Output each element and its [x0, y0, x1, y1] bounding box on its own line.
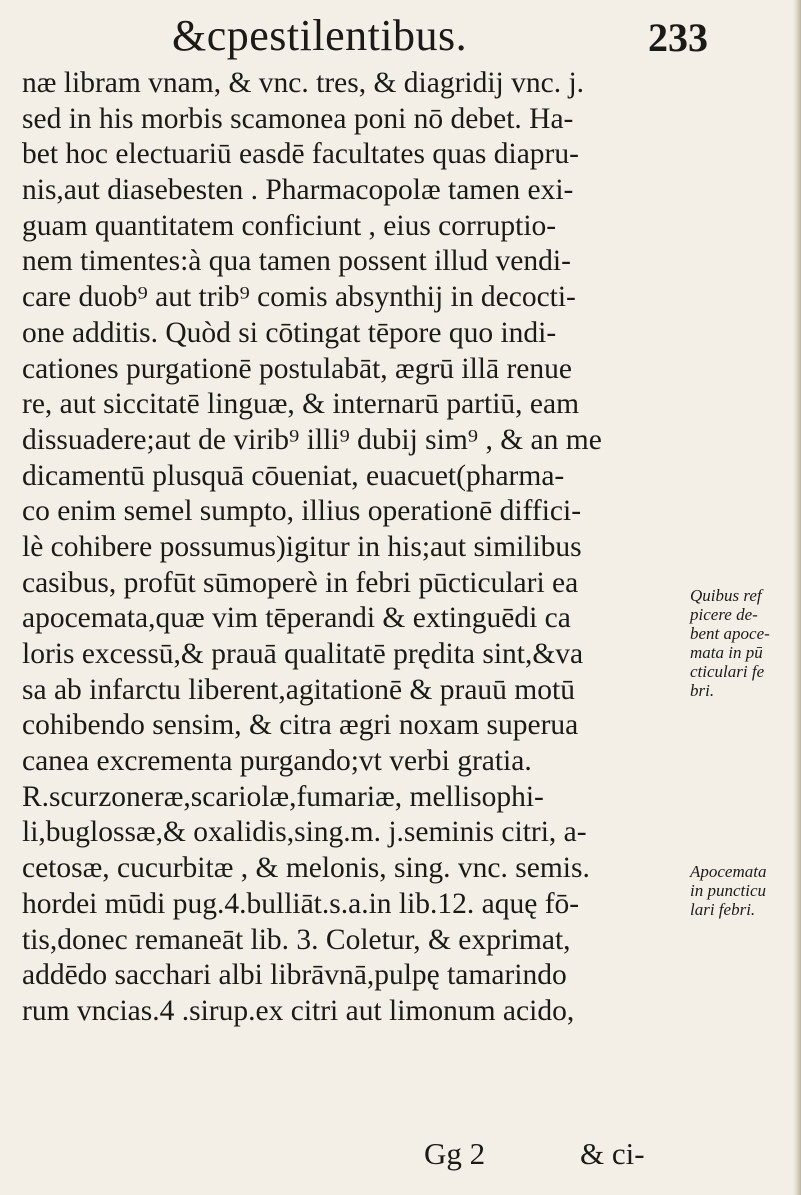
margin-note-line: in puncticu: [690, 881, 767, 900]
page-header: [0, 4, 801, 66]
text-line: cohibendo sensim, & citra ægri noxam superua: [22, 709, 579, 742]
margin-note-line: Apocemata: [690, 862, 767, 881]
text-line: loris excessū,& prauā qualitatē prędita sint,&va: [22, 638, 584, 670]
text-line: li,buglossæ,& oxalidis,sing.m. j.seminis citri, a-: [22, 816, 587, 849]
text-line: rum vncias.4 .sirup.ex citri aut limonum acido,: [22, 994, 575, 1027]
margin-note-line: cticulari fe: [690, 662, 765, 681]
margin-note-line: bent apoce-: [690, 624, 770, 643]
text-line: cetosæ, cucurbitæ , & melonis, sing. vnc. semis.: [22, 852, 590, 885]
text-line: canea excrementa purgando;vt verbi gratia.: [22, 745, 532, 778]
text-line: lè cohibere possumus)igitur in his;aut similibus: [22, 530, 582, 563]
margin-note-line: mata in pū: [690, 643, 763, 662]
text-line: sa ab infarctu liberent,agitationē & prauū motū: [22, 673, 575, 706]
signature-mark: Gg 2: [424, 1136, 486, 1171]
body-text: [22, 66, 682, 1030]
text-line: tis,donec remaneāt lib. 3. Coletur, & exprimat,: [22, 923, 571, 956]
text-line: re, aut siccitatē linguæ, & internarū partiū, eam: [22, 388, 580, 421]
margin-note-line: picere de-: [690, 605, 758, 624]
text-line: guam quantitatem conficiunt , eius corruptio-: [22, 209, 557, 242]
text-line: addēdo sacchari albi librāvnā,pulpę tamarindo: [22, 959, 567, 992]
margin-note-line: lari febri.: [690, 900, 756, 919]
text-line: apocemata,quæ vim tēperandi & extinguēdi ca: [22, 602, 571, 635]
margin-note-quibus: [690, 586, 800, 700]
text-line: one additis. Quòd si cōtingat tēpore quo indi-: [22, 316, 557, 349]
text-line: R.scurzoneræ,scariolæ,fumariæ, mellisophi-: [22, 780, 544, 813]
page-number: 233: [648, 15, 708, 60]
text-line: cationes purgationē postulabāt, ægrū illā renue: [22, 352, 572, 385]
text-line: dissuadere;aut de virib⁹ illi⁹ dubij sim⁹ , & an me: [22, 423, 602, 456]
text-line: casibus, profūt sūmoperè in febri pūcticulari ea: [22, 566, 579, 599]
text-line: bet hoc electuariū easdē facultates quas diapru-: [22, 138, 579, 171]
text-line: co enim semel sumpto, illius operationē diffici-: [22, 495, 582, 528]
text-line: nem timentes:à qua tamen possent illud vendi-: [22, 245, 571, 278]
running-title: &cpestilentibus.: [172, 11, 468, 60]
text-line: sed in his morbis scamonea poni nō debet. Ha-: [22, 102, 574, 135]
text-line: nis,aut diasebesten . Pharmacopolæ tamen exi-: [22, 174, 574, 207]
margin-note-apocemata: [690, 862, 800, 919]
page-footer: [0, 1130, 801, 1180]
text-line: dicamentū plusquā cōueniat, euacuet(pharma-: [22, 459, 565, 492]
text-line: næ libram vnam, & vnc. tres, & diagridij vnc. j.: [22, 67, 585, 99]
text-line: care duob⁹ aut trib⁹ comis absynthij in decocti-: [22, 281, 576, 314]
margin-note-line: Quibus ref: [690, 586, 762, 605]
text-line: hordei mūdi pug.4.bulliāt.s.a.in lib.12. aquę fō-: [22, 887, 580, 920]
margin-note-line: bri.: [690, 681, 715, 700]
catchword: & ci-: [580, 1136, 645, 1171]
